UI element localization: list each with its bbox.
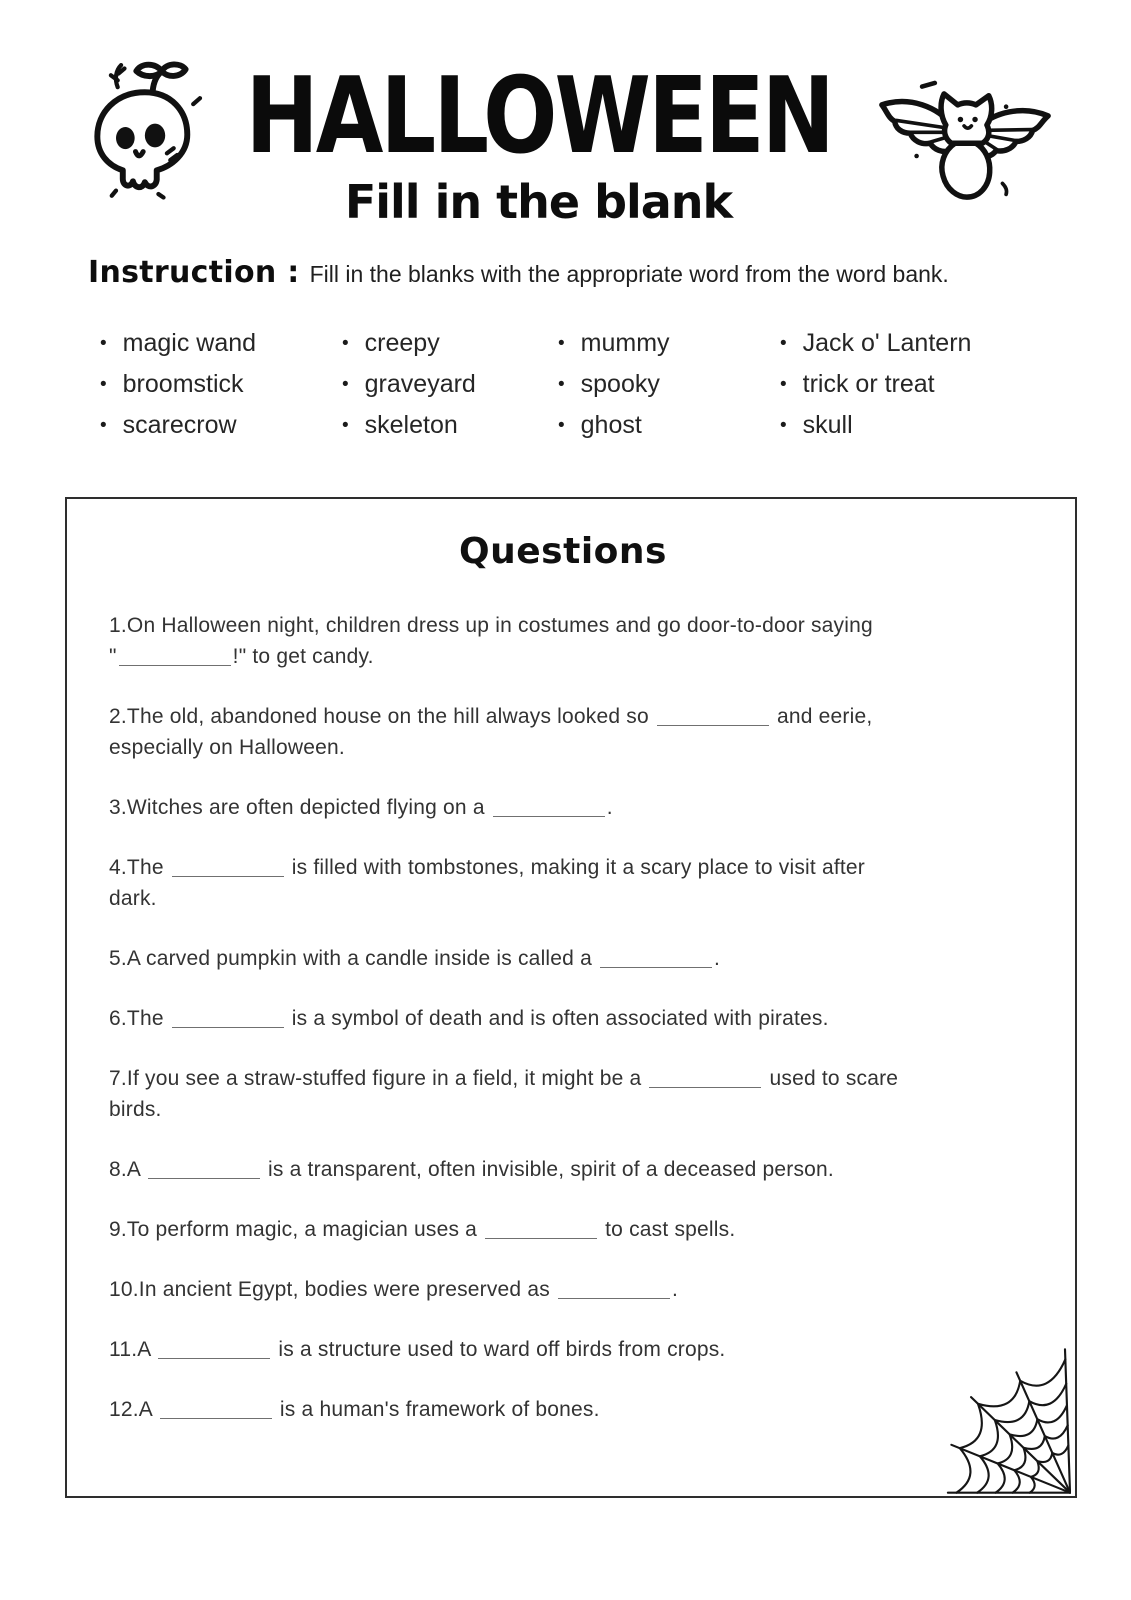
word-bank-word: trick or treat [802,370,935,398]
question-item: 8.A is a transparent, often invisible, spirit of a deceased person. [109,1158,834,1181]
word-bank-item [100,324,342,365]
word-bank-word: skull [802,411,853,439]
questions-box [65,497,1077,1498]
word-bank-item [342,406,558,447]
question-item: 3.Witches are often depicted flying on a . [109,796,613,819]
bullet-icon: • [342,374,349,395]
bullet-icon: • [100,415,107,436]
bullet-icon: • [558,333,565,354]
bullet-icon: • [342,415,349,436]
answer-blank[interactable] [148,1159,260,1179]
page-subtitle: Fill in the blank [344,175,733,229]
questions-title: Questions [459,531,667,572]
question-item: 12.A is a human's framework of bones. [109,1398,600,1421]
word-bank-word: skeleton [364,411,458,439]
bullet-icon: • [100,374,107,395]
word-bank-item [780,324,971,365]
word-bank-word: Jack o' Lantern [802,329,972,357]
instruction-label: Instruction : [88,255,300,290]
header-titles [208,55,869,229]
word-bank-item [100,406,342,447]
word-bank-word: spooky [580,370,660,398]
answer-blank[interactable] [158,1339,270,1359]
question-item: 6.The is a symbol of death and is often associated with pirates. [109,1007,829,1030]
word-bank-word: magic wand [122,329,257,357]
answer-blank[interactable] [493,797,605,817]
question-item: 2.The old, abandoned house on the hill always looked so and eerie, especially on Halloween. [109,705,873,759]
instruction-text: Fill in the blanks with the appropriate word from the word bank. [309,261,949,287]
question-item: 11.A is a structure used to ward off birds from crops. [109,1338,726,1361]
page-title: HALLOWEEN [245,55,832,178]
word-bank-item [342,365,558,406]
question-item: 9.To perform magic, a magician uses a to cast spells. [109,1218,736,1241]
word-bank-word: creepy [364,329,440,357]
answer-blank[interactable] [649,1068,761,1088]
instruction-line [88,255,1075,290]
word-bank-word: mummy [580,329,670,357]
answer-blank[interactable] [657,706,769,726]
word-bank-item [342,324,558,365]
word-bank-item [780,365,971,406]
bullet-icon: • [342,333,349,354]
bat-icon [869,72,1061,214]
word-bank-word: ghost [580,411,642,439]
word-bank-column [558,324,780,447]
question-item: 4.The is filled with tombstones, making it a scary place to visit after dark. [109,856,865,910]
answer-blank[interactable] [119,646,231,666]
bullet-icon: • [780,333,787,354]
bullet-icon: • [558,374,565,395]
question-item: 7.If you see a straw-stuffed figure in a field, it might be a used to scare birds. [109,1067,899,1121]
header [0,55,1131,229]
word-bank-column [780,324,971,447]
word-bank-word: scarecrow [122,411,237,439]
bullet-icon: • [780,415,787,436]
question-item: 1.On Halloween night, children dress up in costumes and go door-to-door saying " !" to get candy. [109,614,873,668]
word-bank-column [342,324,558,447]
word-bank-item [558,324,780,365]
word-bank-word: graveyard [364,370,476,398]
answer-blank[interactable] [485,1219,597,1239]
word-bank-item [558,406,780,447]
word-bank-item [780,406,971,447]
answer-blank[interactable] [558,1279,670,1299]
answer-blank[interactable] [600,948,712,968]
skull-icon [80,60,208,205]
word-bank-word: broomstick [122,370,244,398]
bullet-icon: • [558,415,565,436]
questions-list [109,610,1017,1425]
word-bank-item [558,365,780,406]
answer-blank[interactable] [160,1399,272,1419]
question-item: 5.A carved pumpkin with a candle inside is called a . [109,947,721,970]
bullet-icon: • [780,374,787,395]
spider-web-icon [945,1344,1071,1496]
word-bank [100,324,1091,447]
word-bank-item [100,365,342,406]
answer-blank[interactable] [172,1008,284,1028]
question-item: 10.In ancient Egypt, bodies were preserved as . [109,1278,679,1301]
answer-blank[interactable] [172,857,284,877]
word-bank-column [100,324,342,447]
bullet-icon: • [100,333,107,354]
